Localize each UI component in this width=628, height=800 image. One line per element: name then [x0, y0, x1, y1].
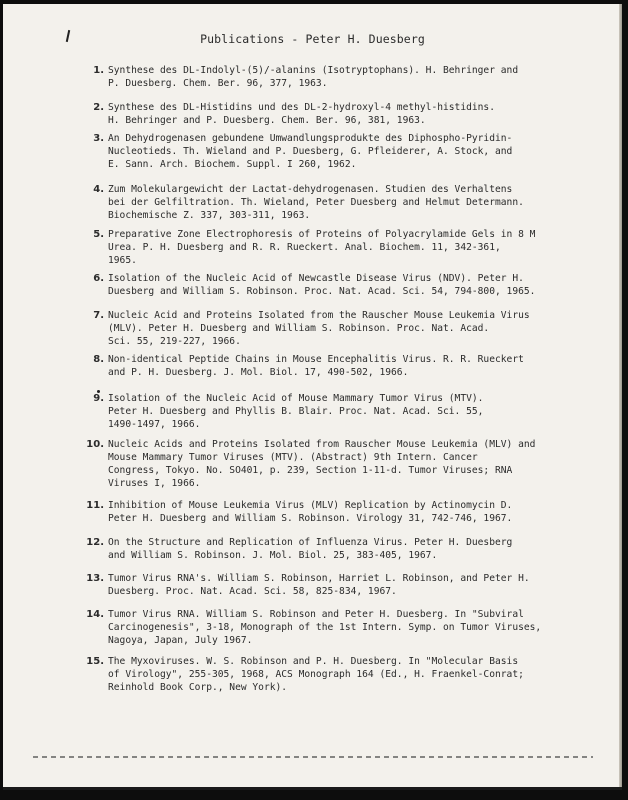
entry-number: 11. — [86, 500, 104, 511]
entry-line: Zum Molekulargewicht der Lactat-dehydrogenasen. Studien des Verhaltens — [108, 184, 513, 195]
entry-line: Synthese des DL-Indolyl-(5)/-alanins (Isotryptophans). H. Behringer and — [108, 65, 519, 76]
publication-entry — [86, 499, 578, 525]
entry-number: 1. — [93, 65, 104, 76]
entry-line: Sci. 55, 219-227, 1966. — [108, 336, 241, 347]
entry-line: Non-identical Peptide Chains in Mouse Encephalitis Virus. R. R. Rueckert — [108, 354, 524, 365]
entry-line: Duesberg. Proc. Nat. Acad. Sci. 58, 825-834, 1967. — [108, 586, 397, 597]
publication-entry — [86, 438, 578, 490]
margin-dot — [97, 390, 100, 393]
publication-entry — [86, 655, 578, 694]
entry-line: Inhibition of Mouse Leukemia Virus (MLV) Replication by Actinomycin D. — [108, 500, 513, 511]
entry-number: 4. — [93, 184, 104, 195]
entry-line: (MLV). Peter H. Duesberg and William S. Robinson. Proc. Nat. Acad. — [108, 323, 490, 334]
entry-line: Isolation of the Nucleic Acid of Newcastle Disease Virus (NDV). Peter H. — [108, 273, 524, 284]
entry-number: 3. — [93, 133, 104, 144]
publication-entry — [93, 392, 578, 431]
entry-line: Nagoya, Japan, July 1967. — [108, 635, 253, 646]
entry-line: Nucleic Acids and Proteins Isolated from Rauscher Mouse Leukemia (MLV) and — [108, 439, 536, 450]
entry-line: An Dehydrogenasen gebundene Umwandlungsprodukte des Diphospho-Pyridin- — [108, 133, 513, 144]
entry-line: and P. H. Duesberg. J. Mol. Biol. 17, 490-502, 1966. — [108, 367, 409, 378]
entry-line: E. Sann. Arch. Biochem. Suppl. I 260, 1962. — [108, 159, 357, 170]
entry-line: Reinhold Book Corp., New York). — [108, 682, 288, 693]
bottom-dash-line — [33, 756, 593, 758]
entry-line: Tumor Virus RNA. William S. Robinson and Peter H. Duesberg. In "Subviral — [108, 609, 524, 620]
entry-line: Preparative Zone Electrophoresis of Proteins of Polyacrylamide Gels in 8 M — [108, 229, 536, 240]
entry-line: Urea. P. H. Duesberg and R. R. Rueckert. Anal. Biochem. 11, 342-361, — [108, 242, 501, 253]
entry-line: and William S. Robinson. J. Mol. Biol. 25, 383-405, 1967. — [108, 550, 438, 561]
entry-line: Synthese des DL-Histidins und des DL-2-hydroxyl-4 methyl-histidins. — [108, 102, 495, 113]
entry-line: On the Structure and Replication of Influenza Virus. Peter H. Duesberg — [108, 537, 513, 548]
entry-line: Peter H. Duesberg and Phyllis B. Blair. Proc. Nat. Acad. Sci. 55, — [108, 406, 484, 417]
entry-number: 15. — [86, 656, 104, 667]
publication-entry — [93, 309, 578, 348]
publication-entry — [93, 228, 578, 267]
publication-entry — [93, 132, 578, 171]
entry-number: 9. — [93, 393, 104, 404]
entry-line: 1965. — [108, 255, 137, 266]
publication-entry — [93, 272, 578, 298]
entry-number: 6. — [93, 273, 104, 284]
publication-entry — [93, 64, 578, 90]
entry-line: bei der Gelfiltration. Th. Wieland, Peter Duesberg and Helmut Determann. — [108, 197, 524, 208]
publication-entry — [93, 183, 578, 222]
entry-line: 1490-1497, 1966. — [108, 419, 201, 430]
publication-entry — [86, 608, 578, 647]
entry-number: 2. — [93, 102, 104, 113]
entry-line: Nucleic Acid and Proteins Isolated from the Rauscher Mouse Leukemia Virus — [108, 310, 530, 321]
publication-entry — [86, 572, 578, 598]
page-edge — [619, 4, 622, 790]
entry-line: The Myxoviruses. W. S. Robinson and P. H. Duesberg. In "Molecular Basis — [108, 656, 519, 667]
entry-number: 14. — [86, 609, 104, 620]
entry-number: 10. — [86, 439, 104, 450]
entry-line: Duesberg and William S. Robinson. Proc. Nat. Acad. Sci. 54, 794-800, 1965. — [108, 286, 536, 297]
page-title: Publications - Peter H. Duesberg — [200, 32, 425, 46]
publication-entry — [93, 101, 578, 127]
entry-line: Carcinogenesis", 3-18, Monograph of the 1st Intern. Symp. on Tumor Viruses, — [108, 622, 542, 633]
entry-line: Isolation of the Nucleic Acid of Mouse Mammary Tumor Virus (MTV). — [108, 393, 484, 404]
entry-line: Nucleotieds. Th. Wieland and P. Duesberg, G. Pfleiderer, A. Stock, and — [108, 146, 513, 157]
entry-number: 5. — [93, 229, 104, 240]
entry-line: Viruses I, 1966. — [108, 478, 201, 489]
document-page — [3, 4, 622, 790]
entry-line: Peter H. Duesberg and William S. Robinson. Virology 31, 742-746, 1967. — [108, 513, 513, 524]
entry-number: 12. — [86, 537, 104, 548]
entry-line: P. Duesberg. Chem. Ber. 96, 377, 1963. — [108, 78, 328, 89]
publication-entry — [93, 353, 578, 379]
entry-number: 13. — [86, 573, 104, 584]
entry-line: Biochemische Z. 337, 303-311, 1963. — [108, 210, 311, 221]
page-bottom-edge — [3, 787, 622, 790]
publication-entry — [86, 536, 578, 562]
entry-line: H. Behringer and P. Duesberg. Chem. Ber. 96, 381, 1963. — [108, 115, 426, 126]
entry-number: 7. — [93, 310, 104, 321]
entry-line: Tumor Virus RNA's. William S. Robinson, Harriet L. Robinson, and Peter H. — [108, 573, 530, 584]
entry-line: Mouse Mammary Tumor Viruses (MTV). (Abstract) 9th Intern. Cancer — [108, 452, 478, 463]
entry-line: Congress, Tokyo. No. SO401, p. 239, Section 1-11-d. Tumor Viruses; RNA — [108, 465, 513, 476]
entry-number: 8. — [93, 354, 104, 365]
entry-line: of Virology", 255-305, 1968, ACS Monograph 164 (Ed., H. Fraenkel-Conrat; — [108, 669, 524, 680]
